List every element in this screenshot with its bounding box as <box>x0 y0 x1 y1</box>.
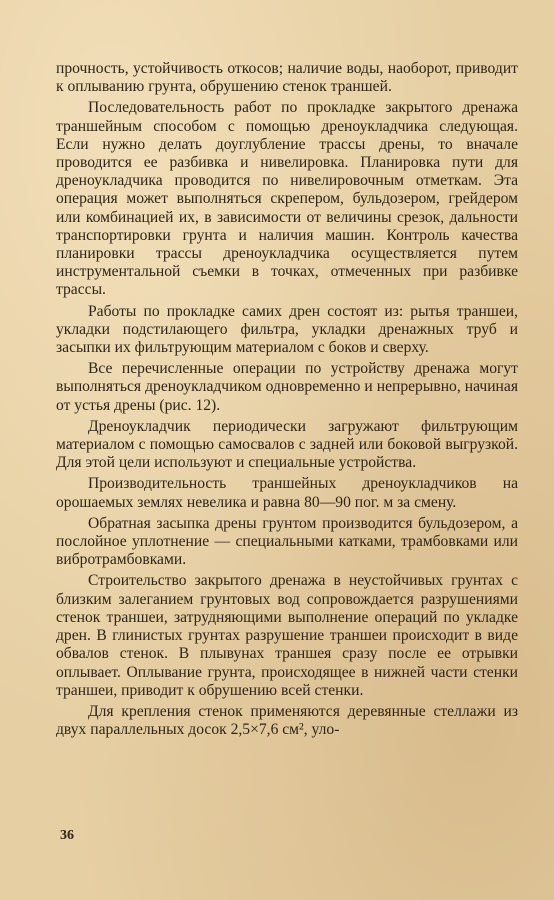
paragraph-7: Обратная засыпка дрены грунтом производится бульдозером, а послойное уплотнение — специальными катками, трамбовками или вибротрамбовками. <box>56 514 518 569</box>
paragraph-5: Дреноукладчик периодически загружают фильтрующим материалом с помощью самосвалов с задней или боковой выгрузкой. Для этой цели используют и специальные устройства. <box>56 417 518 472</box>
paragraph-2: Последовательность работ по прокладке закрытого дренажа траншейным способом с помощью дреноукладчика следующая. Если нужно делать доуглубление трассы дрены, то вначале проводится ее разбивка и нивелировка. Планировка пути для дреноукладчика проводится по нивелировочным отметкам. Эта операция может выполняться скрепером, бульдозером, грейдером или комбинацией их, в зависимости от величины срезок, дальности транспортировки грунта и наличия машин. Контроль качества планировки трассы дреноукладчика осуществляется путем инструментальной съемки в точках, отмеченных при разбивке трассы. <box>56 99 518 299</box>
paragraph-8: Строительство закрытого дренажа в неустойчивых грунтах с близким залеганием грунтовых вод сопровождается разрушениями стенок траншеи, затрудняющими выполнение операций по укладке дрен. В глинистых грунтах разрушение траншеи происходит в виде обвалов стенок. В плывунах траншея сразу после ее отрывки оплывает. Оплывание грунта, происходящее в нижней части стенки траншеи, приводит к обрушению всей стенки. <box>56 572 518 699</box>
paragraph-4: Все перечисленные операции по устройству дренажа могут выполняться дреноукладчиком одновременно и непрерывно, начиная от устья дрены (рис. 12). <box>56 360 518 414</box>
book-page-text <box>56 60 518 742</box>
paragraph-1: прочность, устойчивость откосов; наличие воды, наоборот, приводит к оплыванию грунта, обрушению стенок траншей. <box>56 60 518 96</box>
paragraph-9: Для крепления стенок применяются деревянные стеллажи из двух параллельных досок 2,5×7,6 см², уло- <box>56 702 518 739</box>
paragraph-3: Работы по прокладке самих дрен состоят из: рытья траншеи, укладки подстилающего фильтра, укладки дренажных труб и засыпки их фильтрующим материалом с боков и сверху. <box>56 302 518 357</box>
page-number: 36 <box>60 828 74 843</box>
paragraph-6: Производительность траншейных дреноукладчиков на орошаемых землях невелика и равна 80—90 пог. м за смену. <box>56 475 518 511</box>
